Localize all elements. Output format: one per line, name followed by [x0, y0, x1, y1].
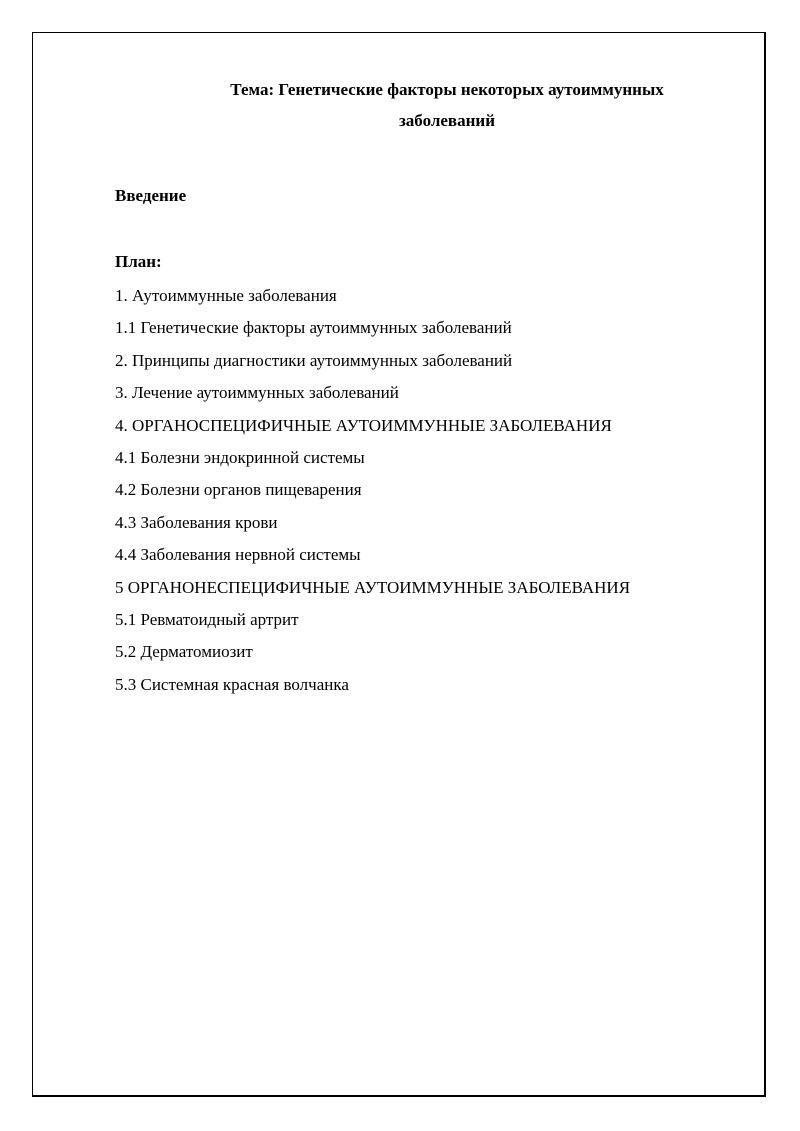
- document-title: [114, 74, 780, 136]
- plan-item-genetic-factors: 1.1 Генетические факторы аутоиммунных заболеваний: [115, 318, 512, 338]
- plan-item-nervous-system: 4.4 Заболевания нервной системы: [115, 545, 361, 565]
- plan-item-rheumatoid-arthritis: 5.1 Ревматоидный артрит: [115, 610, 299, 630]
- introduction-heading: Введение: [115, 186, 187, 205]
- plan-item-treatment: 3. Лечение аутоиммунных заболеваний: [115, 383, 399, 403]
- plan-list: [115, 280, 630, 701]
- plan-item-diagnostics: 2. Принципы диагностики аутоиммунных заболеваний: [115, 350, 513, 370]
- plan-item-organ-specific: 4. ОРГАНОСПЕЦИФИЧНЫЕ АУТОИММУННЫЕ ЗАБОЛЕВАНИЯ: [115, 415, 612, 435]
- plan-heading: План:: [115, 252, 162, 271]
- document-title-line-1: Тема: Генетические факторы некоторых аутоиммунных: [230, 80, 664, 99]
- document-title-line-2: заболеваний: [398, 111, 496, 130]
- plan-item-digestive: 4.2 Болезни органов пищеварения: [115, 480, 362, 500]
- plan-item-systemic-lupus: 5.3 Системная красная волчанка: [115, 674, 349, 694]
- plan-item-endocrine: 4.1 Болезни эндокринной системы: [115, 448, 365, 468]
- plan-item-autoimmune-diseases: 1. Аутоиммунные заболевания: [115, 286, 337, 305]
- plan-item-blood: 4.3 Заболевания крови: [115, 512, 278, 532]
- plan-item-organ-nonspecific: 5 ОРГАНОНЕСПЕЦИФИЧНЫЕ АУТОИММУННЫЕ ЗАБОЛЕВАНИЯ: [115, 577, 631, 597]
- plan-item-dermatomyositis: 5.2 Дерматомиозит: [115, 642, 253, 662]
